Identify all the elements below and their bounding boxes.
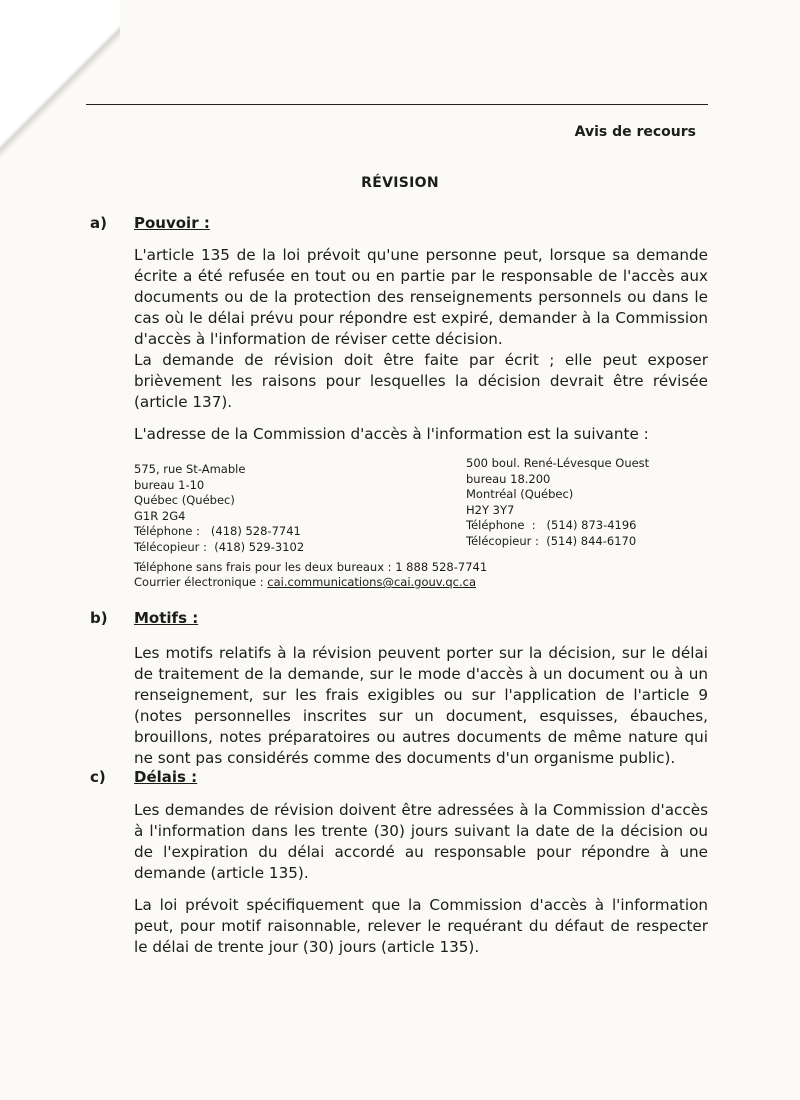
- header-rule: [86, 104, 708, 105]
- address-line: 500 boul. René-Lévesque Ouest: [466, 456, 650, 470]
- email-label: Courrier électronique :: [134, 575, 268, 589]
- section-a-letter: a): [90, 214, 107, 232]
- address-line: G1R 2G4: [134, 508, 186, 523]
- email-link[interactable]: cai.communications@cai.gouv.qc.ca: [267, 575, 477, 589]
- address-phone: Téléphone : (418) 528-7741: [134, 524, 301, 538]
- section-b-title: Motifs :: [134, 609, 199, 627]
- section-b-letter: b): [90, 609, 108, 627]
- section-a-paragraph-1: L'article 135 de la loi prévoit qu'une personne peut, lorsque sa demande écrite a été refusée en tout ou en partie par le responsable de l'accès aux documents ou de la protection des renseignements personnels ou dans le cas où le délai prévu pour répondre est expiré, demander à la Commission d'accès à l'information de réviser cette décision.: [134, 246, 708, 348]
- address-phone: Téléphone : (514) 873-4196: [466, 518, 637, 532]
- address-fax: Télécopieur : (514) 844-6170: [466, 533, 637, 548]
- section-a-paragraph-3: L'adresse de la Commission d'accès à l'information est la suivante :: [134, 425, 649, 443]
- address-fax: Télécopieur : (418) 529-3102: [134, 539, 305, 554]
- address-line: bureau 1-10: [134, 477, 205, 492]
- address-line: Québec (Québec): [134, 493, 235, 507]
- section-c-paragraph-1: Les demandes de révision doivent être adressées à la Commission d'accès à l'information dans les trente (30) jours suivant la date de la décision ou de l'expiration du délai accordé au responsable pour répondre à une demande (article 135).: [134, 801, 708, 882]
- section-c-letter: c): [90, 768, 106, 786]
- address-line: 575, rue St-Amable: [134, 462, 246, 476]
- address-line: Montréal (Québec): [466, 487, 574, 501]
- page-title: RÉVISION: [361, 175, 439, 191]
- address-line: bureau 18.200: [466, 471, 551, 486]
- folded-corner: [0, 0, 120, 180]
- section-c-paragraph-2: La loi prévoit spécifiquement que la Commission d'accès à l'information peut, pour motif raisonnable, relever le requérant du défaut de respecter le délai de trente jour (30) jours (article 135).: [134, 896, 708, 956]
- address-line: H2Y 3Y7: [466, 502, 515, 517]
- header-title: Avis de recours: [574, 124, 696, 140]
- address-montreal: [466, 456, 649, 549]
- address-quebec: [134, 462, 304, 555]
- section-b-paragraph-1: Les motifs relatifs à la révision peuvent porter sur la décision, sur le délai de traitement de la demande, sur le mode d'accès à un document ou à un renseignement, sur les frais exigibles ou sur l'application de l'article 9 (notes personnelles inscrites sur un document, esquisses, ébauches, brouillons, notes préparatoires ou autres documents de même nature qui ne sont pas considérés comme des documents d'un organisme public).: [134, 644, 708, 767]
- section-c-title: Délais :: [134, 768, 198, 786]
- section-a-title: Pouvoir :: [134, 214, 210, 232]
- email-line: [134, 575, 476, 591]
- section-a-paragraph-2: La demande de révision doit être faite par écrit ; elle peut exposer brièvement les raisons pour lesquelles la décision devrait être révisée (article 137).: [134, 351, 708, 411]
- toll-free-phone: Téléphone sans frais pour les deux bureaux : 1 888 528-7741: [134, 560, 488, 574]
